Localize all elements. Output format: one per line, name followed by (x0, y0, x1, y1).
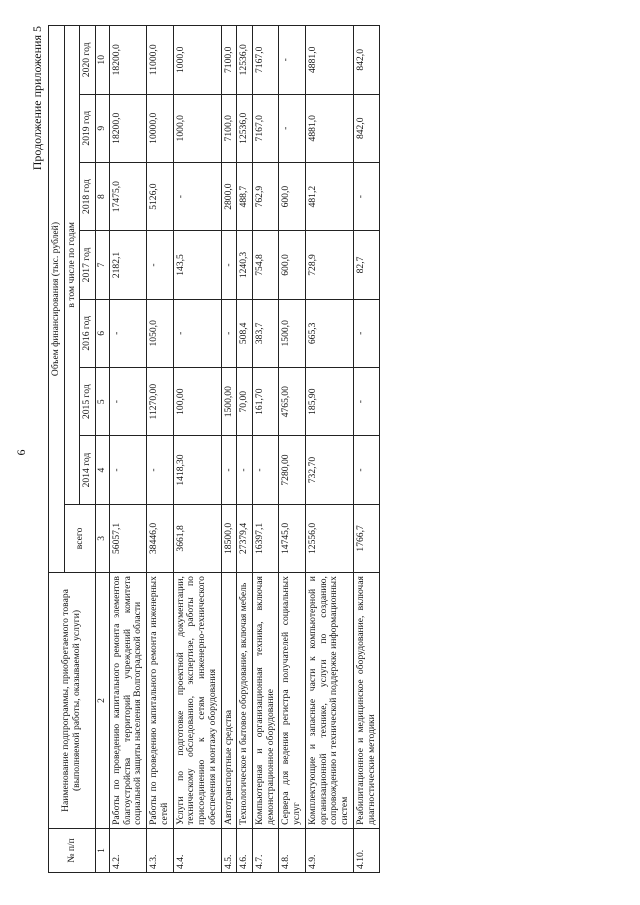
value-2017: 600,0 (279, 231, 305, 299)
column-index: 7 (96, 231, 110, 299)
value-2014: - (253, 436, 279, 504)
header-no: № п/п (49, 828, 96, 872)
table-row (237, 26, 253, 873)
row-number: 4.10. (353, 828, 379, 872)
row-number: 4.4. (173, 828, 221, 872)
page-number: 6 (14, 449, 28, 456)
row-number: 4.6. (237, 828, 253, 872)
value-2019: 1000,0 (173, 94, 221, 162)
total-value: 12556,0 (305, 504, 353, 572)
item-name: Компьютерная и организационная техника, включая демонстрационное оборудование (253, 573, 279, 829)
row-number: 4.2. (109, 828, 146, 872)
header-name: Наименование подпрограммы, приобретаемого товара (выполняемой работы, оказываемой услуги) (49, 573, 96, 829)
total-value: 3661,8 (173, 504, 221, 572)
column-index: 3 (96, 504, 110, 572)
value-2017: 754,8 (253, 231, 279, 299)
item-name: Технологическое и бытовое оборудование, включая мебель (237, 573, 253, 829)
column-index: 1 (96, 828, 110, 872)
header-total: всего (64, 504, 95, 572)
value-2019: 7100,0 (221, 94, 237, 162)
value-2016: - (353, 299, 379, 367)
row-number: 4.3. (147, 828, 173, 872)
table-row (353, 26, 379, 873)
table-row (305, 26, 353, 873)
value-2015: 11270,00 (147, 368, 173, 436)
value-2018: 17475,0 (109, 162, 146, 230)
total-value: 1766,7 (353, 504, 379, 572)
value-2018: 600,0 (279, 162, 305, 230)
value-2020: 1000,0 (173, 26, 221, 95)
total-value: 27379,4 (237, 504, 253, 572)
value-2015: - (109, 368, 146, 436)
value-2020: 18200,0 (109, 26, 146, 95)
value-2015: 70,00 (237, 368, 253, 436)
table-row (279, 26, 305, 873)
value-2020: - (279, 26, 305, 95)
value-2016: - (109, 299, 146, 367)
value-2020: 11000,0 (147, 26, 173, 95)
table-row (147, 26, 173, 873)
row-number: 4.5. (221, 828, 237, 872)
header-year-2014: 2014 год (80, 436, 96, 504)
value-2020: 842,0 (353, 26, 379, 95)
value-2019: 7167,0 (253, 94, 279, 162)
value-2019: 10000,0 (147, 94, 173, 162)
value-2018: - (353, 162, 379, 230)
row-number: 4.9. (305, 828, 353, 872)
value-2017: - (147, 231, 173, 299)
value-2019: 18200,0 (109, 94, 146, 162)
item-name: Реабилитационное и медицинское оборудование, включая диагностические методики (353, 573, 379, 829)
value-2014: 732,70 (305, 436, 353, 504)
table-row (253, 26, 279, 873)
column-index: 10 (96, 26, 110, 95)
header-year-2015: 2015 год (80, 368, 96, 436)
column-index: 2 (96, 573, 110, 829)
value-2015: 1500,00 (221, 368, 237, 436)
header-financing: Объем финансирования (тыс. рублей) (49, 26, 65, 573)
item-name: Сервера для ведения регистра получателей социальных услуг (279, 573, 305, 829)
value-2016: 665,3 (305, 299, 353, 367)
value-2017: 1240,3 (237, 231, 253, 299)
value-2016: 1050,0 (147, 299, 173, 367)
value-2015: 100,00 (173, 368, 221, 436)
value-2019: 842,0 (353, 94, 379, 162)
column-index: 4 (96, 436, 110, 504)
value-2014: - (237, 436, 253, 504)
value-2015: - (353, 368, 379, 436)
header-year-2016: 2016 год (80, 299, 96, 367)
header-by-year: в том числе по годам (64, 26, 80, 505)
row-number: 4.7. (253, 828, 279, 872)
value-2020: 7167,0 (253, 26, 279, 95)
value-2020: 4881,0 (305, 26, 353, 95)
financing-table (48, 25, 380, 873)
value-2015: 4765,00 (279, 368, 305, 436)
table-row (173, 26, 221, 873)
value-2018: 762,9 (253, 162, 279, 230)
item-name: Работы по проведению капитального ремонта инженерных сетей (147, 573, 173, 829)
row-number: 4.8. (279, 828, 305, 872)
value-2017: 2182,1 (109, 231, 146, 299)
value-2014: - (147, 436, 173, 504)
value-2016: 1500,0 (279, 299, 305, 367)
value-2018: 488,7 (237, 162, 253, 230)
item-name: Комплектующие и запасные части к компьютерной и организационной технике, услуги по созданию, сопровождению и технической поддержке информационных систем (305, 573, 353, 829)
header-year-2017: 2017 год (80, 231, 96, 299)
total-value: 56057,1 (109, 504, 146, 572)
value-2015: 161,70 (253, 368, 279, 436)
value-2018: 5126,0 (147, 162, 173, 230)
column-index: 8 (96, 162, 110, 230)
value-2018: 2800,0 (221, 162, 237, 230)
value-2016: 508,4 (237, 299, 253, 367)
value-2014: - (221, 436, 237, 504)
header-year-2020: 2020 год (80, 26, 96, 95)
value-2017: - (221, 231, 237, 299)
continuation-label: Продолжение приложения 5 (30, 26, 44, 171)
value-2019: - (279, 94, 305, 162)
value-2020: 7100,0 (221, 26, 237, 95)
total-value: 18500,0 (221, 504, 237, 572)
value-2014: - (109, 436, 146, 504)
value-2015: 185,90 (305, 368, 353, 436)
value-2019: 12536,0 (237, 94, 253, 162)
value-2018: 481,2 (305, 162, 353, 230)
value-2017: 728,9 (305, 231, 353, 299)
value-2017: 143,5 (173, 231, 221, 299)
value-2019: 4881,0 (305, 94, 353, 162)
total-value: 16397,1 (253, 504, 279, 572)
table-row (221, 26, 237, 873)
value-2017: 82,7 (353, 231, 379, 299)
item-name: Работы по проведению капитального ремонта элементов благоустройства территорий учреждений комитета социальной защиты населения Волгоградской области (109, 573, 146, 829)
column-index: 6 (96, 299, 110, 367)
value-2020: 12536,0 (237, 26, 253, 95)
value-2018: - (173, 162, 221, 230)
value-2014: 1418,30 (173, 436, 221, 504)
value-2016: - (173, 299, 221, 367)
value-2014: 7280,00 (279, 436, 305, 504)
header-year-2018: 2018 год (80, 162, 96, 230)
column-index: 9 (96, 94, 110, 162)
item-name: Автотранспортные средства (221, 573, 237, 829)
column-index: 5 (96, 368, 110, 436)
item-name: Услуги по подготовке проектной документации, техническому обследованию, экспертизе, работы по присоединению к сетям инженерно-технического обеспечения и монтажу оборудования (173, 573, 221, 829)
table-row (109, 26, 146, 873)
value-2016: 383,7 (253, 299, 279, 367)
total-value: 14745,0 (279, 504, 305, 572)
value-2014: - (353, 436, 379, 504)
header-year-2019: 2019 год (80, 94, 96, 162)
value-2016: - (221, 299, 237, 367)
total-value: 38446,0 (147, 504, 173, 572)
